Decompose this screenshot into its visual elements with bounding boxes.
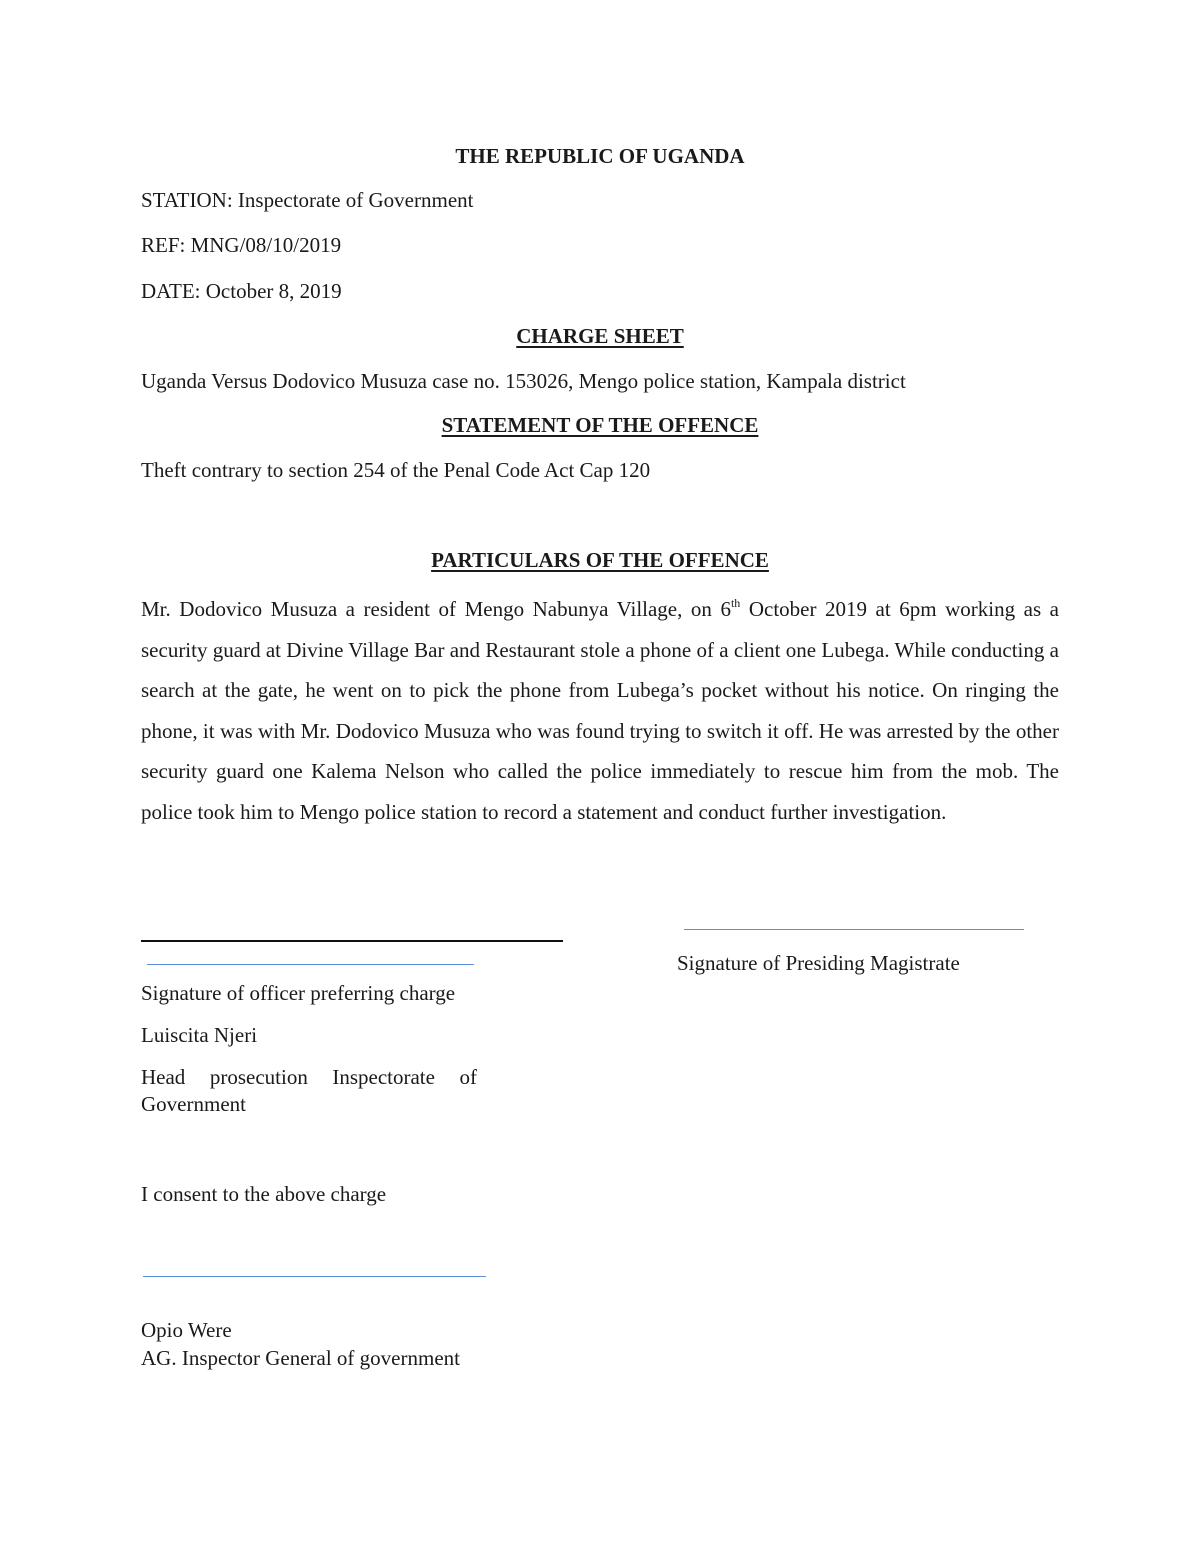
ig-title: AG. Inspector General of government	[141, 1346, 460, 1370]
particulars-paragraph	[141, 589, 1059, 832]
officer-title-line-1: Head prosecution Inspectorate of	[141, 1065, 477, 1089]
ref-line: REF: MNG/08/10/2019	[141, 233, 342, 257]
statement-heading: STATEMENT OF THE OFFENCE	[441, 413, 759, 437]
officer-signature-label: Signature of officer preferring charge	[141, 981, 456, 1005]
particulars-heading: PARTICULARS OF THE OFFENCE	[431, 548, 769, 572]
ig-signature-line[interactable]	[143, 1276, 486, 1277]
officer-signature-rule	[141, 940, 563, 942]
particulars-text-a: Mr. Dodovico Musuza a resident of Mengo Nabunya Village, on 6	[141, 597, 731, 621]
magistrate-signature-line[interactable]	[684, 929, 1024, 930]
officer-title	[141, 1064, 477, 1118]
officer-signature-line[interactable]	[147, 964, 474, 965]
statement-text: Theft contrary to section 254 of the Penal Code Act Cap 120	[141, 458, 651, 482]
document-title: THE REPUBLIC OF UGANDA	[455, 144, 745, 168]
magistrate-signature-label: Signature of Presiding Magistrate	[677, 951, 960, 975]
ordinal-suffix: th	[730, 596, 741, 610]
ig-name: Opio Were	[141, 1318, 232, 1342]
officer-title-line-2: Government	[141, 1092, 246, 1116]
case-line: Uganda Versus Dodovico Musuza case no. 153026, Mengo police station, Kampala district	[141, 369, 906, 393]
consent-line: I consent to the above charge	[141, 1182, 387, 1206]
particulars-text-b: October 2019 at 6pm working as a security guard at Divine Village Bar and Restaurant stole a phone of a client one Lubega. While conducting a search at the gate, he went on to pick the phone from Lubega’s pocket without his notice. On ringing the phone, it was with Mr. Dodovico Musuza who was found trying to switch it off. He was arrested by the other security guard one Kalema Nelson who called the police immediately to rescue him from the mob. The police took him to Mengo police station to record a statement and conduct further investigation.	[141, 597, 1059, 824]
officer-name: Luiscita Njeri	[141, 1023, 258, 1047]
date-line: DATE: October 8, 2019	[141, 279, 342, 303]
charge-sheet-heading: CHARGE SHEET	[516, 324, 684, 348]
station-line: STATION: Inspectorate of Government	[141, 188, 474, 212]
